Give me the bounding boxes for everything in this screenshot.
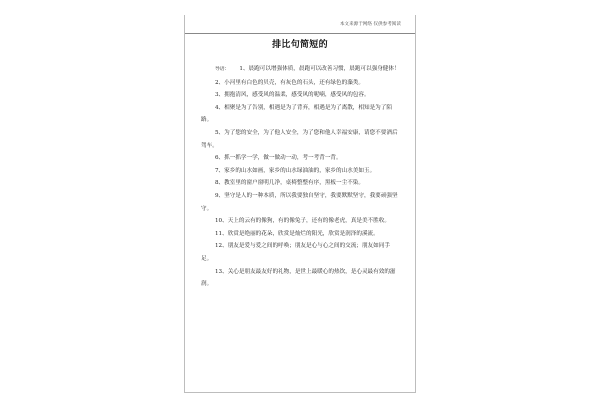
intro-label: 导语： [215,67,230,72]
paragraph-10: 10、天上的云有的像狗，有的像兔子，还有的像老虎，真是美不胜收。 [215,218,390,225]
document-title: 排比句简短的 [272,40,328,50]
paragraph-11: 11、欣赏是绝丽的花朵，欣赏是灿烂的阳光，欣赏是润泽的溪流。 [215,230,379,237]
paragraph-9: 9、坚守是人的一种本质，所以我要独自坚守，我要默默坚守，我要顽强坚守。 [201,192,398,212]
paragraph-2: 2、小河里有白色的贝壳，有灰色的石头，还有绿色的藻类。 [215,79,364,86]
document-body [201,63,401,291]
paragraph-7: 7、家乡的山水如画，家乡的山水绿油油的，家乡的山水美如玉。 [215,167,376,174]
paragraph-3: 3、拥抱清风，感受风的温柔，感受风的呢喃，感受风的包容。 [215,92,370,99]
paragraph-5: 5、为了您的安全，为了他人安全，为了您和他人幸福安康，请您不要酒后驾车。 [201,129,398,149]
page-header [185,15,415,34]
paragraph-1 [201,63,401,77]
paragraph-8: 8、教室里的窗户窗明几净，桌椅整整有序，黑板一尘不染。 [215,180,364,187]
paragraph-12: 12、朋友是爱与爱之间的呼唤；朋友是心与心之间的交流；朋友如同手足。 [201,243,390,262]
paragraph-13: 13、关心是朋友最友好的礼物，是世上最暖心的热饮，是心灵最有效的滋润。 [201,268,396,288]
paragraph-4: 4、相聚是为了告别，相遇是为了背弃，相遇是为了离散，相知是为了陌路。 [201,104,392,124]
header-note: 本文来源于网络 仅供参考阅读 [339,22,401,27]
paragraph-6: 6、抓一抓学一学，做一做动一动，考一考背一背。 [215,155,342,162]
document-page [184,15,416,393]
paragraph-text: 1、晨跑可以增强体质，晨跑可以改善习惯，晨跑可以强身健体！ [239,66,400,72]
